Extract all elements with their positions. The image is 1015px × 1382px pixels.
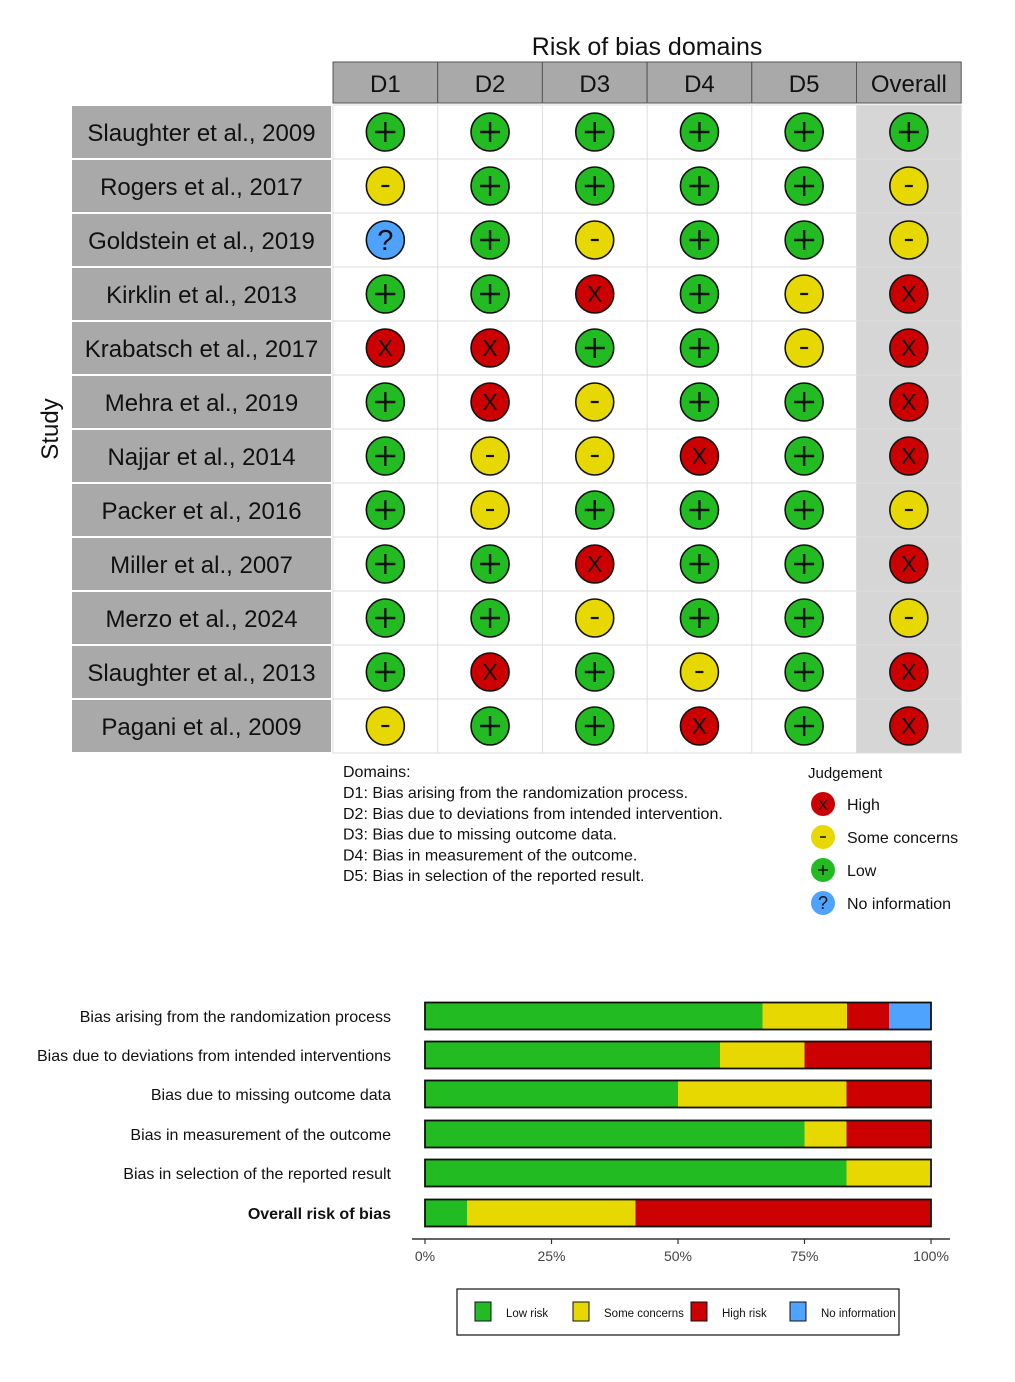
judgement-mark: [576, 167, 614, 205]
judgement-mark: [680, 653, 718, 691]
study-label: Najjar et al., 2014: [107, 444, 296, 471]
judgement-x-glyph: X: [691, 713, 708, 739]
judgement-mark: [785, 545, 823, 583]
judgement-legend-item: [811, 858, 877, 882]
judgement-mark: [366, 599, 404, 637]
judgement-mark: [576, 707, 614, 745]
column-header-d4: D4: [684, 71, 715, 98]
domain-description: D4: Bias in measurement of the outcome.: [343, 847, 638, 865]
bar-segment: [805, 1042, 932, 1069]
study-label: Slaughter et al., 2009: [87, 120, 316, 147]
judgement-mark: [785, 275, 823, 313]
judgement-mark: [366, 113, 404, 151]
judgement-mark: [890, 491, 928, 529]
bar-legend-swatch: [790, 1302, 806, 1321]
legend-label: Low: [847, 863, 877, 880]
column-header-d3: D3: [579, 71, 611, 98]
bar-segment: [720, 1042, 805, 1069]
judgement-mark: [366, 707, 404, 745]
judgement-mark: [366, 329, 404, 367]
judgement-x-glyph: X: [901, 335, 917, 361]
column-header-d2: D2: [474, 71, 506, 98]
judgement-mark: [785, 437, 823, 475]
category-label: Overall risk of bias: [247, 1206, 391, 1223]
bar-segment: [425, 1121, 805, 1148]
judgement-mark: [366, 167, 404, 205]
judgement-mark: [680, 599, 718, 637]
bar-segment: [425, 1200, 467, 1227]
judgement-mark: [680, 167, 718, 205]
bar-segment: [425, 1160, 846, 1187]
judgement-question-glyph: ?: [377, 225, 394, 257]
judgement-legend-item: [811, 825, 958, 849]
judgement-mark: [366, 437, 404, 475]
judgement-mark: [785, 221, 823, 259]
judgement-mark: [785, 383, 823, 421]
judgement-mark: [576, 275, 614, 313]
category-label: Bias in selection of the reported result: [123, 1166, 391, 1183]
y-axis-label: Study: [37, 398, 64, 460]
judgement-mark: [785, 707, 823, 745]
bar-segment: [847, 1003, 889, 1030]
judgement-mark: [366, 221, 404, 259]
judgement-x-glyph: X: [901, 551, 917, 577]
judgement-mark: [680, 113, 718, 151]
judgement-mark: [576, 383, 614, 421]
judgement-mark: [471, 545, 509, 583]
legend-label: No information: [847, 896, 952, 913]
bar-segment: [846, 1121, 931, 1148]
judgement-mark: [890, 437, 928, 475]
bar-segment: [805, 1121, 847, 1148]
judgement-mark: [680, 329, 718, 367]
domain-description: D2: Bias due to deviations from intended intervention.: [343, 805, 723, 823]
bar-segment: [425, 1081, 678, 1108]
study-label: Miller et al., 2007: [110, 552, 293, 579]
bar-legend-label: Low risk: [506, 1308, 549, 1320]
judgement-mark: [366, 545, 404, 583]
judgement-mark: [680, 383, 718, 421]
judgement-mark: [576, 653, 614, 691]
judgement-mark: [471, 653, 509, 691]
domain-description: D3: Bias due to missing outcome data.: [343, 826, 617, 844]
judgement-mark: [890, 653, 928, 691]
x-tick-label: 25%: [537, 1248, 566, 1264]
judgement-mark: [890, 167, 928, 205]
judgement-x-glyph: X: [587, 551, 603, 577]
judgement-x-glyph: X: [482, 335, 498, 361]
bar-segment: [678, 1081, 846, 1108]
bar-legend-swatch: [573, 1302, 589, 1321]
bar-legend-label: Some concerns: [604, 1308, 684, 1320]
bar-segment: [889, 1003, 931, 1030]
legend-glyph: ?: [817, 893, 829, 913]
bar-segment: [425, 1042, 720, 1069]
study-label: Merzo et al., 2024: [105, 606, 298, 633]
judgement-mark: [471, 491, 509, 529]
judgement-mark: [471, 437, 509, 475]
bar-segment: [763, 1003, 848, 1030]
judgement-x-glyph: X: [691, 443, 708, 469]
bar-segment: [467, 1200, 635, 1227]
judgement-mark: [785, 491, 823, 529]
judgement-mark: [471, 383, 509, 421]
judgement-x-glyph: X: [482, 389, 498, 415]
judgement-x-glyph: X: [901, 281, 917, 307]
judgement-mark: [680, 545, 718, 583]
judgement-x-glyph: X: [901, 443, 917, 469]
judgement-mark: [471, 707, 509, 745]
judgement-x-glyph: X: [587, 281, 603, 307]
bar-segment: [425, 1003, 763, 1030]
judgement-mark: [785, 329, 823, 367]
judgement-mark: [680, 275, 718, 313]
judgement-x-glyph: X: [482, 659, 498, 685]
domains-title: Domains:: [343, 764, 411, 781]
judgement-mark: [576, 221, 614, 259]
judgement-mark: [890, 275, 928, 313]
legend-label: High: [847, 797, 880, 814]
study-label: Rogers et al., 2017: [100, 174, 303, 201]
study-label: Goldstein et al., 2019: [88, 228, 315, 255]
judgement-mark: [576, 545, 614, 583]
bar-legend-label: No information: [821, 1308, 896, 1320]
category-label: Bias due to deviations from intended interventions: [37, 1048, 391, 1065]
domain-description: D1: Bias arising from the randomization process.: [343, 785, 689, 802]
study-label: Mehra et al., 2019: [104, 390, 299, 417]
legend-label: Some concerns: [847, 830, 959, 847]
category-label: Bias arising from the randomization process: [79, 1009, 391, 1026]
bar-legend-swatch: [691, 1302, 707, 1321]
judgement-mark: [366, 275, 404, 313]
judgement-mark: [890, 707, 928, 745]
judgement-mark: [471, 113, 509, 151]
column-header-overall: Overall: [870, 71, 947, 98]
bar-legend-label: High risk: [722, 1308, 767, 1320]
judgement-mark: [680, 221, 718, 259]
judgement-mark: [366, 491, 404, 529]
study-label: Slaughter et al., 2013: [87, 660, 316, 687]
judgement-mark: [576, 599, 614, 637]
domain-description: D5: Bias in selection of the reported result.: [343, 868, 645, 886]
judgement-mark: [680, 491, 718, 529]
judgement-mark: [471, 221, 509, 259]
judgement-mark: [471, 599, 509, 637]
judgement-x-glyph: X: [901, 389, 917, 415]
judgement-mark: [471, 329, 509, 367]
judgement-mark: [890, 329, 928, 367]
bar-segment: [846, 1081, 931, 1108]
judgement-mark: [366, 653, 404, 691]
judgement-x-glyph: X: [377, 335, 394, 361]
x-tick-label: 50%: [663, 1248, 693, 1264]
study-label: Kirklin et al., 2013: [106, 282, 297, 309]
judgement-legend-item: [811, 792, 880, 816]
judgement-mark: [785, 167, 823, 205]
bar-segment: [635, 1200, 931, 1227]
judgement-x-glyph: X: [901, 659, 917, 685]
judgement-mark: [576, 437, 614, 475]
x-tick-label: 0%: [414, 1248, 436, 1264]
x-tick-label: 100%: [913, 1248, 949, 1264]
study-label: Pagani et al., 2009: [101, 714, 302, 741]
judgement-mark: [576, 329, 614, 367]
judgement-mark: [680, 707, 718, 745]
judgement-mark: [471, 167, 509, 205]
judgement-legend-item: [811, 891, 951, 915]
judgement-mark: [890, 113, 928, 151]
judgement-mark: [890, 599, 928, 637]
judgement-mark: [785, 113, 823, 151]
judgement-mark: [576, 491, 614, 529]
judgement-mark: [890, 545, 928, 583]
judgement-x-glyph: X: [901, 713, 917, 739]
chart-title: Risk of bias domains: [531, 33, 763, 61]
column-header-d5: D5: [788, 71, 820, 98]
judgement-mark: [366, 383, 404, 421]
x-tick-label: 75%: [790, 1248, 819, 1264]
study-label: Krabatsch et al., 2017: [84, 336, 319, 363]
judgement-mark: [680, 437, 718, 475]
bar-segment: [846, 1160, 931, 1187]
legend-glyph: X: [817, 797, 829, 814]
study-label: Packer et al., 2016: [101, 498, 302, 525]
category-label: Bias due to missing outcome data: [150, 1087, 391, 1104]
judgement-legend-title: Judgement: [808, 765, 883, 782]
traffic-light-plot: [37, 33, 961, 915]
summary-bar-chart: [37, 1003, 950, 1336]
judgement-mark: [890, 221, 928, 259]
judgement-mark: [576, 113, 614, 151]
judgement-mark: [471, 275, 509, 313]
judgement-mark: [785, 599, 823, 637]
column-header-d1: D1: [370, 71, 401, 98]
judgement-mark: [890, 383, 928, 421]
judgement-mark: [785, 653, 823, 691]
bar-legend-swatch: [475, 1302, 491, 1321]
category-label: Bias in measurement of the outcome: [130, 1127, 391, 1144]
